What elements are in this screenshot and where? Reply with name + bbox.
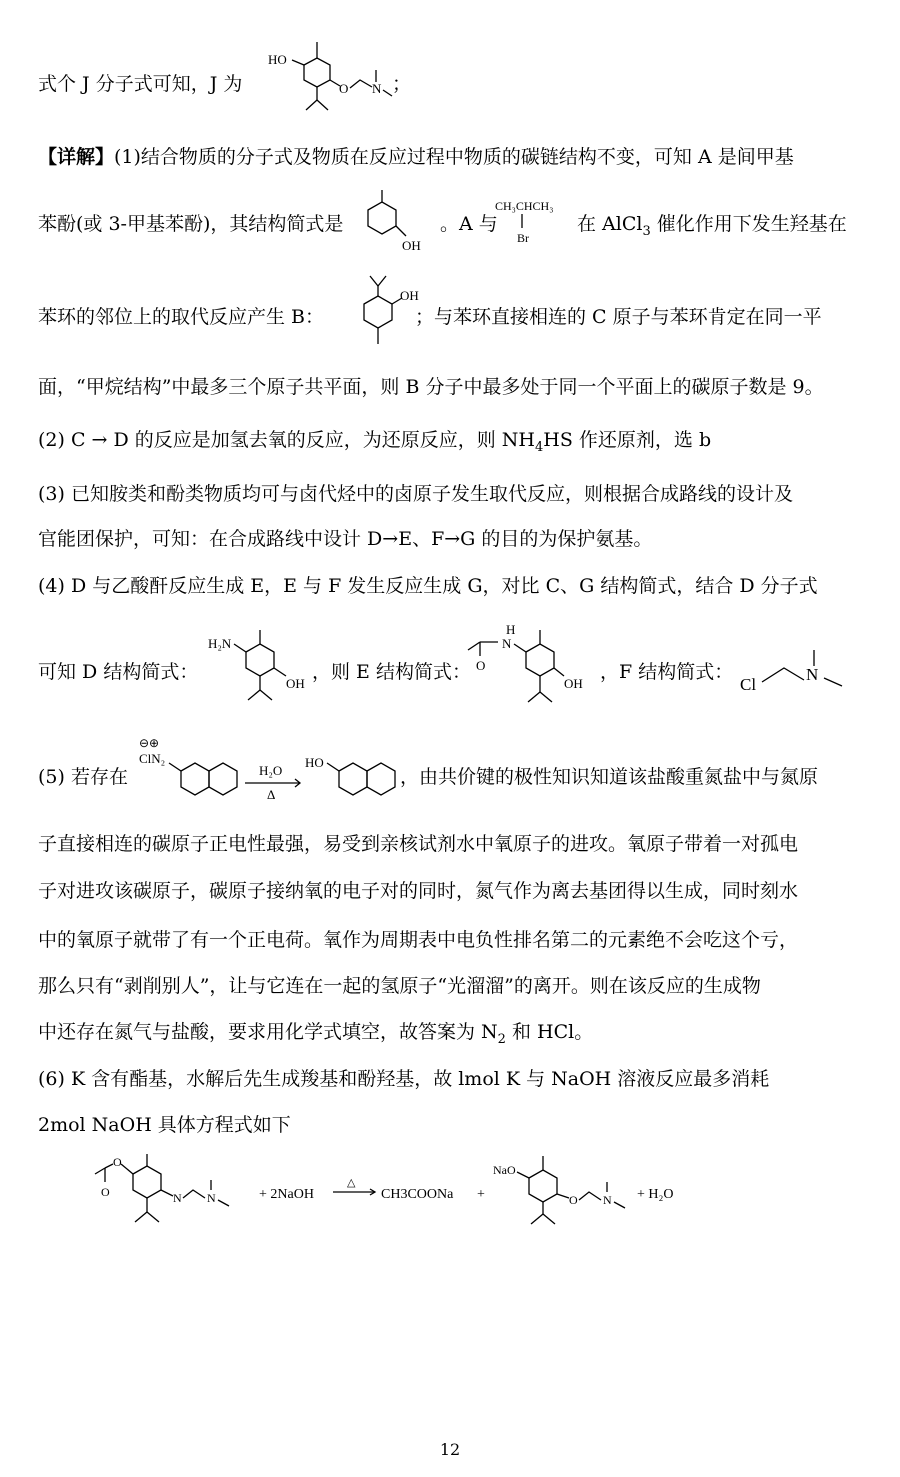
- text-line-3b: 。A 与: [440, 213, 498, 235]
- text-line-2: 【详解】(1)结合物质的分子式及物质在反应过程中物质的碳链结构不变，可知 A 是间甲基: [38, 146, 794, 168]
- svg-text:O: O: [339, 81, 349, 96]
- svg-text:N: N: [502, 636, 512, 651]
- svg-text:CH3COONa: CH3COONa: [381, 1187, 454, 1202]
- svg-text:HO: HO: [305, 755, 324, 770]
- structure-2-bromopropane: [495, 198, 575, 248]
- text-line-4b: ；与苯环直接相连的 C 原子与苯环肯定在同一平: [415, 306, 822, 328]
- text-line-5: 面，“甲烷结构”中最多三个原子共平面，则 B 分子中最多处于同一个平面上的碳原子数是 9。: [38, 376, 824, 398]
- svg-text:⊖⊕: ⊖⊕: [139, 736, 160, 750]
- svg-text:Cl: Cl: [740, 675, 757, 694]
- text-line-6: (2) C → D 的反应是加氢去氧的反应，为还原反应，则 $NH_4HS$ 作还原剂，选 b: [38, 429, 712, 455]
- text-line-3c: 在 AlCl$_3$ 催化作用下发生羟基在: [577, 213, 847, 239]
- svg-text:N: N: [207, 1191, 216, 1205]
- text-line-13: 子对进攻该碳原子，碳原子接纳氧的电子对的同时，氮气作为离去基团得以生成，同时刻水: [38, 880, 799, 902]
- svg-text:+ 2NaOH: + 2NaOH: [259, 1187, 314, 1202]
- svg-text:OH: OH: [286, 676, 305, 691]
- svg-text:OH: OH: [400, 288, 419, 303]
- svg-text:H: H: [506, 622, 516, 637]
- text-line-12: 子直接相连的碳原子正电性最强，易受到亲核试剂水中氧原子的进攻。氧原子带着一对孤电: [38, 833, 799, 855]
- text-line-4: 苯环的邻位上的取代反应产生 B：: [38, 306, 325, 328]
- text-line-1-end: ；: [392, 73, 412, 95]
- text-line-16: 中还存在氮气与盐酸，要求用化学式填空，故答案为 $N_2$ 和 HCl。: [38, 1021, 594, 1047]
- svg-text:O: O: [569, 1193, 578, 1207]
- structure-D: [200, 618, 320, 718]
- svg-text:H₂O: H₂O: [259, 763, 283, 778]
- text-line-10b: ，则 E 结构简式：: [312, 661, 471, 683]
- svg-text:O: O: [476, 658, 486, 673]
- text-line-14: 中的氧原子就带了有一个正电荷。氧作为周期表中电负性排名第二的元素绝不会吃这个亏，: [38, 929, 799, 951]
- svg-text:+: +: [477, 1187, 485, 1202]
- text-line-10: 可知 D 结构简式：: [38, 661, 199, 683]
- structure-A: [358, 188, 438, 258]
- svg-text:NaO: NaO: [493, 1163, 516, 1177]
- svg-text:N: N: [372, 81, 382, 96]
- structure-F: [740, 640, 870, 700]
- structure-J: [262, 30, 412, 120]
- text-line-8: 官能团保护，可知：在合成路线中设计 D→E、F→G 的目的为保护氨基。: [38, 528, 653, 550]
- text-line-3: 苯酚(或 3-甲基苯酚)，其结构简式是: [38, 213, 344, 235]
- svg-text:HO: HO: [268, 52, 287, 67]
- text-line-1: [38, 72, 242, 96]
- text-line-11b: ，由共价键的极性知识知道该盐酸重氮盐中与氮原: [400, 766, 819, 788]
- text-j-intro: 式个 J 分子式可知，J 为: [38, 73, 243, 95]
- structure-E: [460, 620, 600, 720]
- svg-text:N: N: [173, 1191, 182, 1205]
- structure-diazonium-reaction: [135, 735, 405, 805]
- text-line-9: (4) D 与乙酸酐反应生成 E，E 与 F 发生反应生成 G，对比 C、G 结构简式，结合 D 分子式: [38, 575, 818, 597]
- text-line-11: (5) 若存在: [38, 766, 128, 788]
- svg-text:Δ: Δ: [267, 787, 276, 802]
- svg-text:N: N: [603, 1193, 612, 1207]
- text-line-7: (3) 已知胺类和酚类物质均可与卤代烃中的卤原子发生取代反应，则根据合成路线的设计及: [38, 483, 793, 505]
- page-number: 12: [439, 1440, 461, 1459]
- svg-text:△: △: [347, 1177, 356, 1189]
- svg-text:H₂N: H₂N: [208, 636, 232, 651]
- svg-text:O: O: [101, 1185, 110, 1199]
- svg-text:N: N: [806, 665, 819, 684]
- equation-hydrolysis: [85, 1152, 725, 1232]
- text-line-18: 2mol NaOH 具体方程式如下: [38, 1114, 291, 1136]
- svg-text:OH: OH: [402, 238, 421, 253]
- detail-tag: 【详解】: [38, 146, 115, 168]
- text-line-17: (6) K 含有酯基，水解后先生成羧基和酚羟基，故 lmol K 与 NaOH 溶液反应最多消耗: [38, 1068, 770, 1090]
- svg-text:OH: OH: [564, 676, 583, 691]
- svg-text:ClN₂: ClN₂: [139, 751, 166, 766]
- svg-text:+ H₂O: + H₂O: [637, 1187, 674, 1202]
- text-line-10c: ，F 结构简式：: [600, 661, 734, 683]
- text-line-15: 那么只有“剥削别人”，让与它连在一起的氢原子“光溜溜”的离开。则在该反应的生成物: [38, 975, 761, 997]
- svg-text:O: O: [113, 1155, 122, 1169]
- svg-text:Br: Br: [517, 231, 529, 245]
- svg-text:CH₃CHCH₃: CH₃CHCH₃: [495, 199, 554, 213]
